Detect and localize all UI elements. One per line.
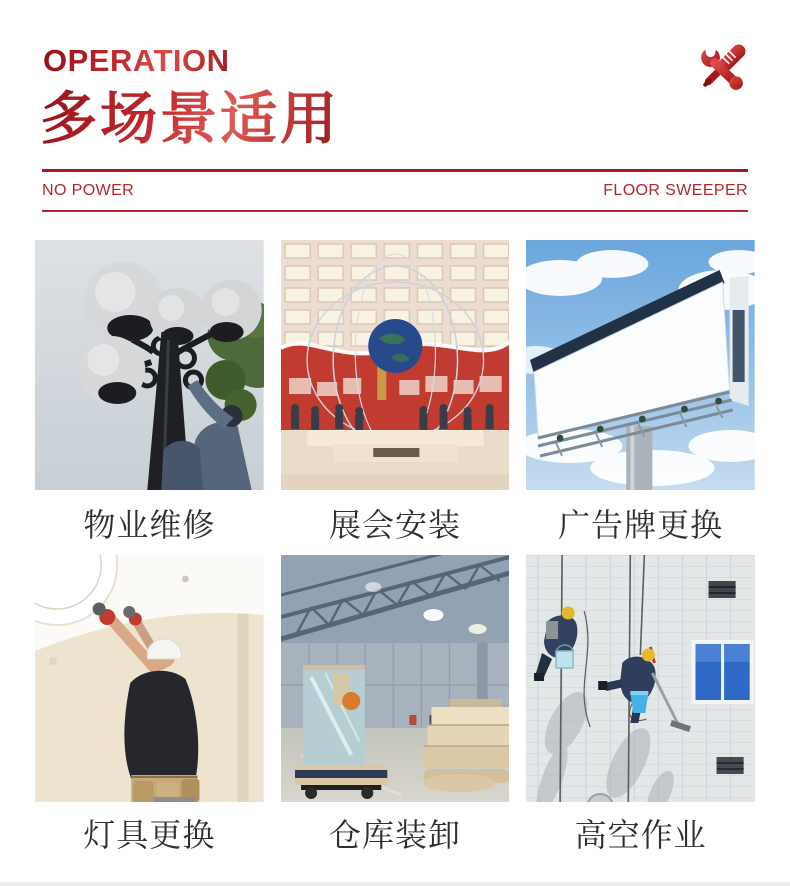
gallery-caption: 仓库装卸 bbox=[328, 817, 461, 853]
section-title: 多场景适用 bbox=[40, 87, 340, 151]
gallery-item bbox=[281, 240, 510, 555]
section-bottom-divider bbox=[0, 882, 790, 886]
header-divider-thin bbox=[42, 210, 748, 212]
gallery-item bbox=[526, 240, 755, 555]
header-divider-thick bbox=[42, 169, 748, 172]
scenario-gallery bbox=[35, 240, 755, 864]
header-sub-row bbox=[42, 182, 748, 200]
billboard-replacement-photo bbox=[526, 240, 755, 490]
gallery-item bbox=[35, 240, 264, 555]
sub-label-left: NO POWER bbox=[42, 182, 135, 199]
gallery-caption: 物业维修 bbox=[83, 506, 216, 543]
gallery-caption: 广告牌更换 bbox=[558, 506, 724, 543]
street-lamp-maintenance-photo bbox=[35, 240, 264, 490]
gallery-item bbox=[35, 555, 264, 864]
gallery-caption: 灯具更换 bbox=[83, 817, 216, 853]
stage-platform bbox=[281, 430, 510, 490]
warehouse-loading-photo bbox=[281, 555, 510, 802]
crate-stack bbox=[423, 699, 509, 792]
light-fixture-replacement-photo bbox=[35, 555, 264, 802]
blue-window bbox=[692, 640, 754, 704]
gallery-item bbox=[526, 555, 755, 864]
wrench-and-screwdriver-icon bbox=[698, 44, 746, 92]
gallery-caption: 展会安装 bbox=[328, 506, 461, 543]
exhibition-installation-photo bbox=[281, 240, 510, 490]
gallery-item bbox=[281, 555, 510, 864]
section-kicker: OPERATION bbox=[43, 43, 230, 78]
high-altitude-rope-work-photo bbox=[526, 555, 755, 802]
black-tshirt-torso bbox=[124, 671, 198, 779]
sub-label-right: FLOOR SWEEPER bbox=[603, 182, 748, 199]
gallery-caption: 高空作业 bbox=[574, 817, 707, 853]
